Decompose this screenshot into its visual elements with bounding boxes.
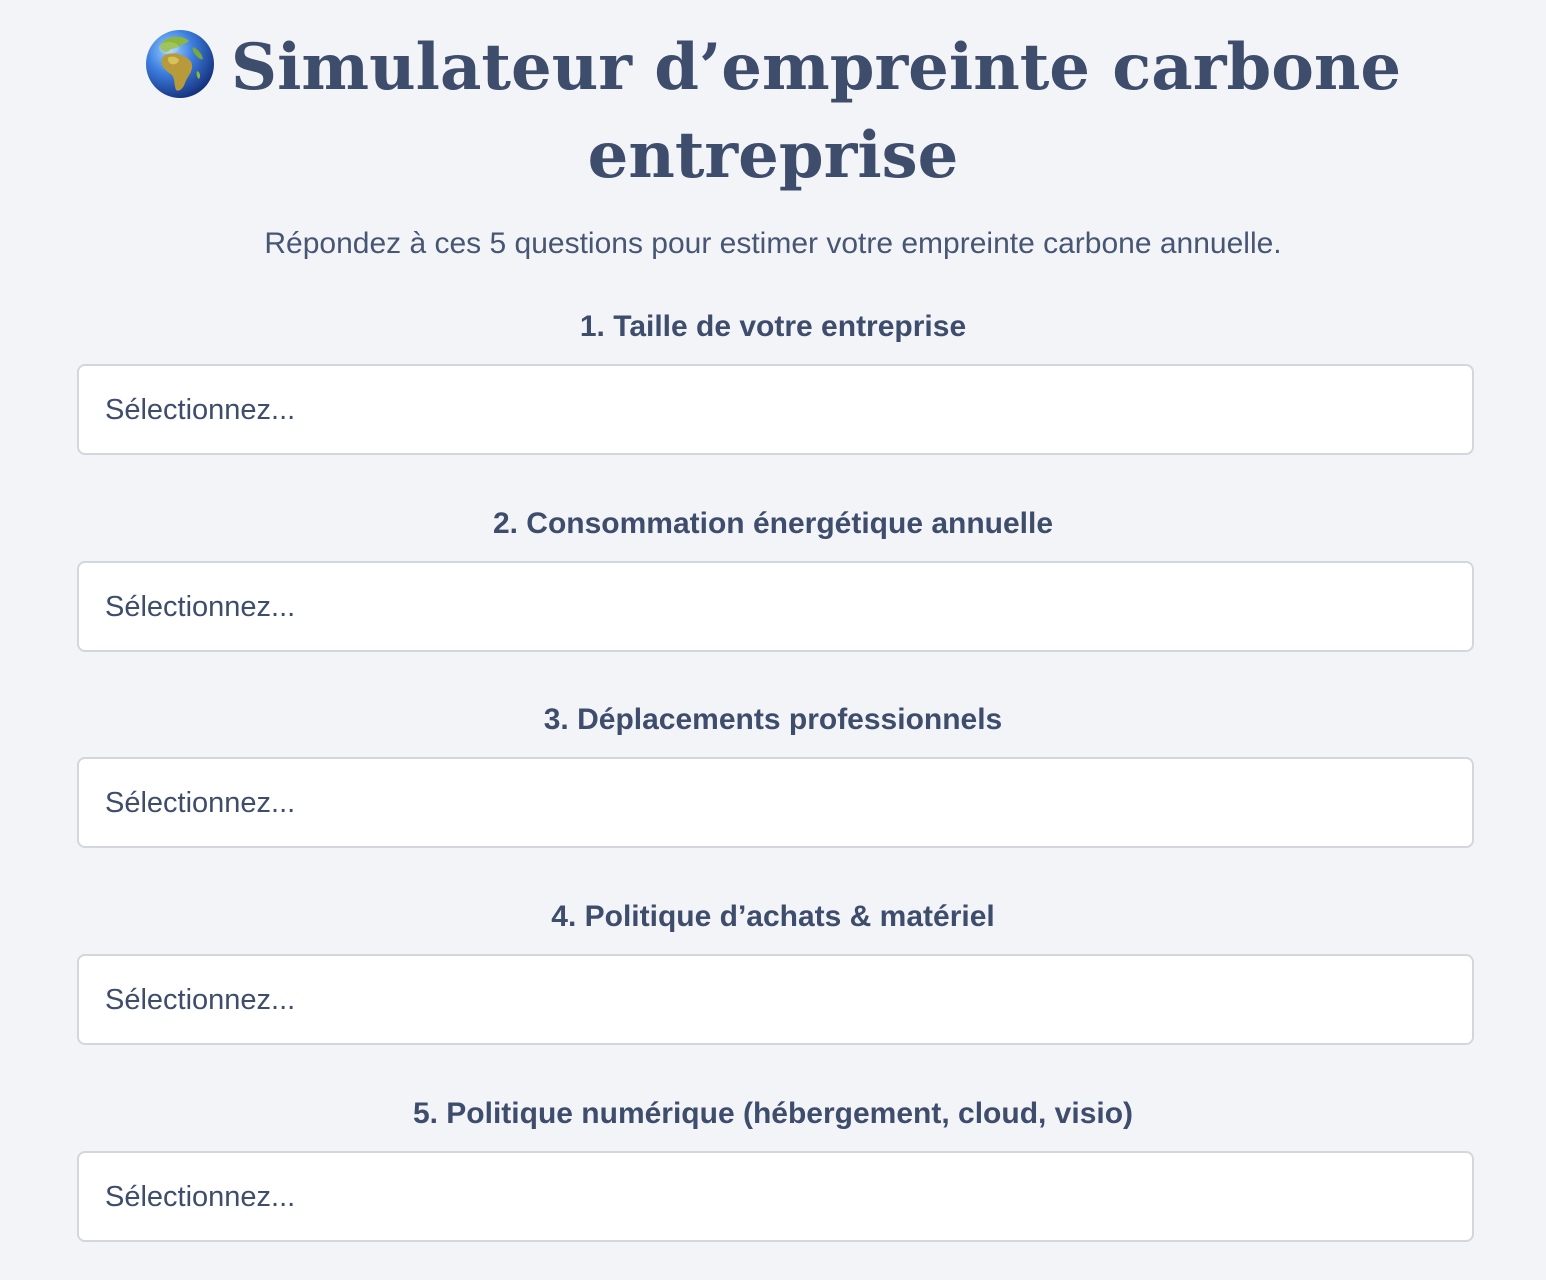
question-label: 1. Taille de votre entreprise: [579, 310, 967, 343]
digital-policy-select[interactable]: [77, 1151, 1474, 1242]
globe-europe-africa-icon: [145, 29, 215, 99]
question-label: 2. Consommation énergétique annuelle: [492, 507, 1054, 540]
select-value: Sélectionnez...: [105, 591, 296, 623]
page-title-text-line-1: Simulateur d’empreinte carbone: [230, 30, 1402, 105]
question-business-travel: [0, 700, 1546, 819]
select-value: Sélectionnez...: [105, 394, 296, 426]
question-digital-policy: [0, 1094, 1546, 1213]
page-title-line-2: entreprise: [587, 118, 959, 193]
question-label: 5. Politique numérique (hébergement, cloud, visio): [412, 1097, 1134, 1130]
page-title-line-1: [0, 24, 1546, 112]
page-title: [0, 24, 1546, 200]
question-label: 4. Politique d’achats & matériel: [551, 900, 995, 933]
business-travel-select[interactable]: [77, 757, 1474, 848]
energy-consumption-select[interactable]: [77, 561, 1474, 652]
question-purchasing-policy: [0, 897, 1546, 1016]
select-value: Sélectionnez...: [105, 984, 296, 1016]
select-value: Sélectionnez...: [105, 1181, 296, 1213]
question-energy-consumption: [0, 504, 1546, 623]
select-value: Sélectionnez...: [105, 787, 296, 819]
question-company-size: [0, 307, 1546, 426]
purchasing-policy-select[interactable]: [77, 954, 1474, 1045]
page-subtitle: Répondez à ces 5 questions pour estimer votre empreinte carbone annuelle.: [264, 227, 1282, 260]
company-size-select[interactable]: [77, 364, 1474, 455]
question-label: 3. Déplacements professionnels: [543, 703, 1003, 736]
